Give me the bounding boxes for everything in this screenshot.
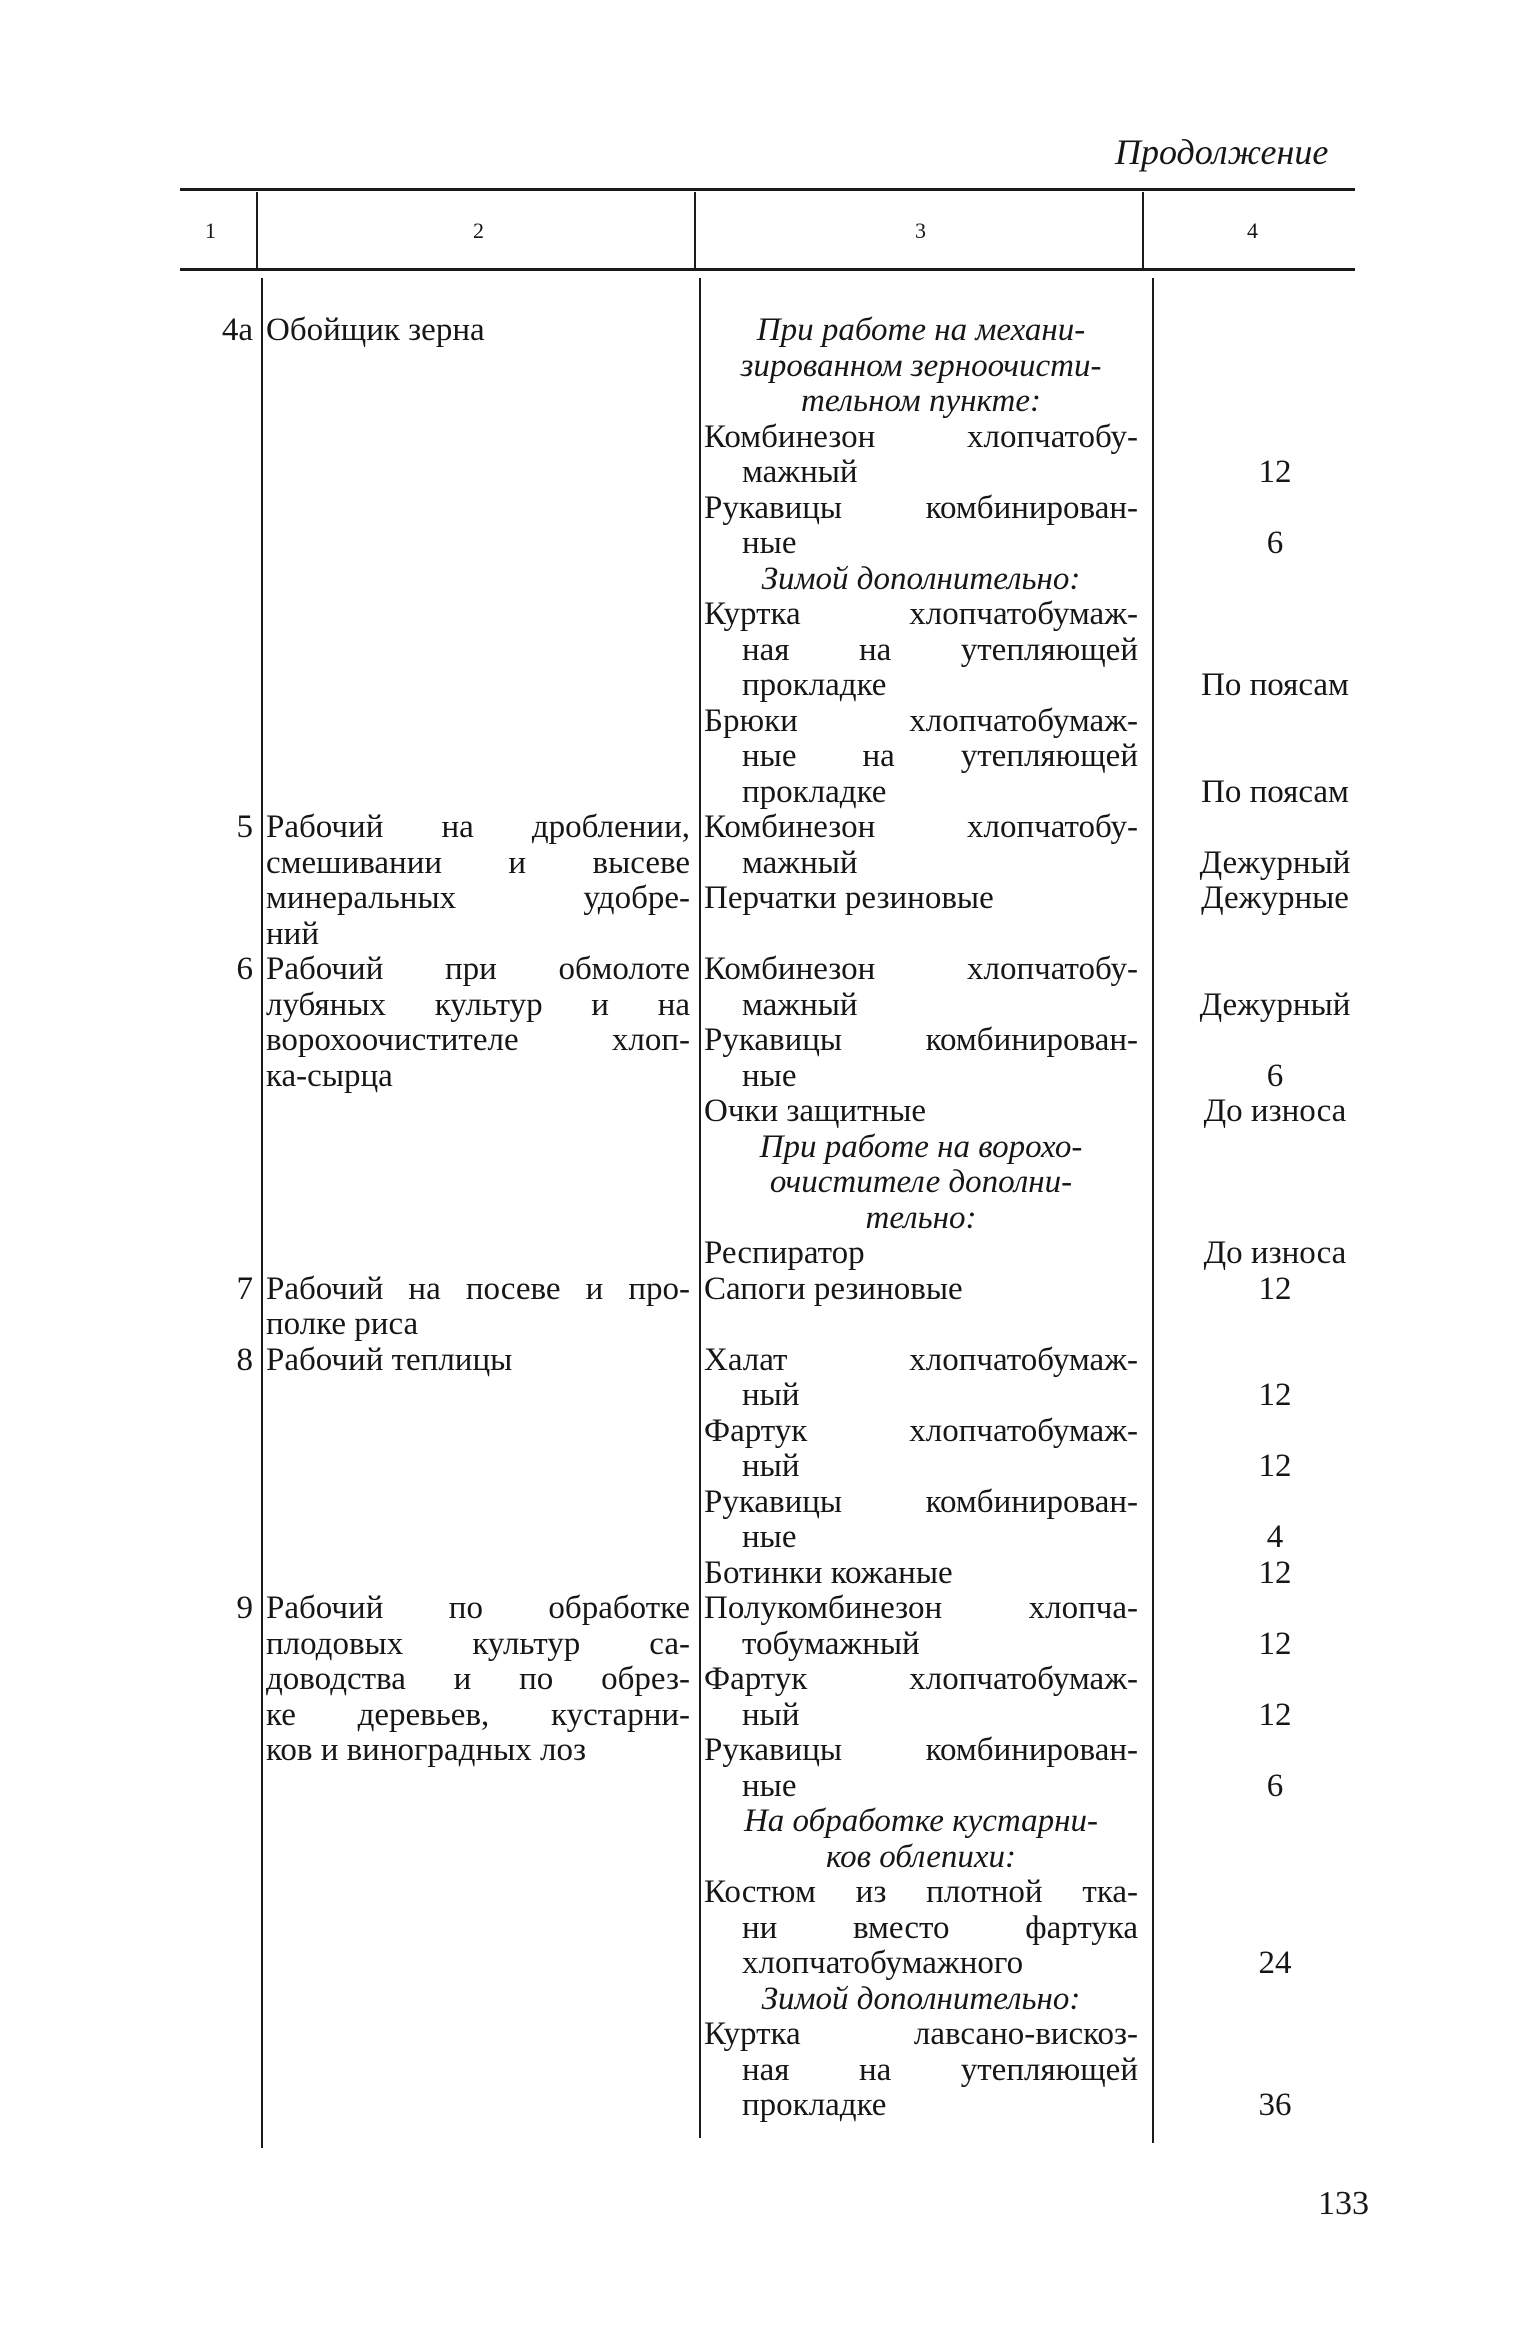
worker-line: плодовых культур са- [266, 1625, 690, 1662]
item-line: Комбинезон хлопчатобу- [704, 418, 1138, 455]
term-value: 4 [1266, 1519, 1284, 1555]
item-note-line: очистителе дополни- [769, 1164, 1073, 1200]
term-value: До износа [1203, 1093, 1347, 1129]
item-note-line: тельном пункте: [801, 383, 1041, 419]
body-divider-2 [699, 278, 701, 2138]
term-value: 6 [1266, 1057, 1284, 1094]
term-value: По поясам [1201, 667, 1349, 703]
item-line: Рукавицы комбинирован- [704, 489, 1138, 526]
worker-line: ний [266, 915, 319, 952]
item-note-line: Зимой дополнительно: [761, 1980, 1081, 2017]
top-rule [180, 188, 1355, 191]
item-line: Респиратор [704, 1235, 865, 1271]
item-line: прокладке [742, 773, 887, 810]
item-line: ная на утепляющей [742, 2051, 1138, 2088]
item-line: ная на утепляющей [742, 631, 1138, 668]
worker-line: доводства и по обрез- [266, 1661, 690, 1697]
item-line: Куртка хлопчатобумаж- [704, 596, 1138, 632]
term-value: 12 [1258, 454, 1292, 490]
item-line: Куртка лавсано-вискоз- [704, 2016, 1138, 2052]
item-line: Брюки хлопчатобумаж- [704, 702, 1138, 739]
term-value: 6 [1266, 1767, 1284, 1804]
worker-line: лубяных культур и на [266, 986, 690, 1023]
item-line: Комбинезон хлопчатобу- [704, 809, 1138, 845]
item-note-line: При работе на ворохо- [759, 1128, 1083, 1165]
item-line: мажный [742, 986, 858, 1023]
item-line: Фартук хлопчатобумаж- [704, 1412, 1138, 1449]
term-value: Дежурные [1201, 880, 1349, 916]
header-bottom-rule [180, 268, 1355, 271]
term-value: 12 [1258, 1554, 1292, 1591]
term-value: До износа [1203, 1235, 1347, 1271]
item-line: Рукавицы комбинирован- [704, 1022, 1138, 1058]
item-note-line: При работе на механи- [756, 312, 1086, 348]
term-value: 6 [1266, 525, 1284, 561]
item-line: Очки защитные [704, 1093, 927, 1129]
item-line: ный [742, 1377, 800, 1413]
item-note-line: зированном зерноочисти- [740, 347, 1102, 384]
term-value: 12 [1258, 1377, 1292, 1413]
item-line: ные [742, 525, 797, 561]
header-col-4: 4 [1247, 218, 1258, 243]
term-value: По поясам [1201, 773, 1349, 810]
item-line: мажный [742, 454, 858, 490]
row-number: 6 [236, 951, 253, 987]
item-line: Полукомбинезон хлопча- [704, 1590, 1138, 1626]
term-value: 24 [1258, 1945, 1292, 1981]
row-number: 5 [236, 809, 253, 845]
header-divider-3 [1142, 192, 1144, 268]
item-line: тобумажный [742, 1625, 920, 1662]
worker-line: минеральных удобре- [266, 880, 690, 916]
item-line: ный [742, 1696, 800, 1733]
item-line: Рукавицы комбинирован- [704, 1732, 1138, 1768]
body-divider-3 [1152, 278, 1154, 2143]
row-number: 9 [236, 1590, 253, 1626]
term-value: Дежурный [1199, 986, 1351, 1023]
worker-line: ке деревьев, кустарни- [266, 1696, 690, 1733]
item-line: Халат хлопчатобумаж- [704, 1341, 1138, 1378]
item-line: прокладке [742, 2087, 887, 2123]
term-value: 12 [1258, 1270, 1292, 1307]
body-divider-1 [261, 278, 263, 2148]
header-col-3: 3 [915, 218, 926, 243]
item-line: Сапоги резиновые [704, 1270, 963, 1307]
item-line: Костюм из плотной тка- [704, 1874, 1138, 1910]
row-number: 7 [236, 1270, 253, 1307]
item-line: Перчатки резиновые [704, 880, 994, 916]
worker-line: Рабочий при обмолоте [266, 951, 690, 987]
item-line: прокладке [742, 667, 887, 703]
term-value: Дежурный [1199, 844, 1351, 881]
worker-line: полке риса [266, 1306, 419, 1342]
worker-line: ворохоочистителе хлоп- [266, 1022, 690, 1058]
item-line: ни вместо фартука [742, 1909, 1138, 1946]
item-line: ные [742, 1057, 797, 1094]
header-divider-1 [256, 192, 258, 268]
header-col-1: 1 [205, 218, 216, 243]
item-note-line: тельно: [865, 1199, 977, 1236]
item-line: ные [742, 1519, 797, 1555]
item-line: ные на утепляющей [742, 738, 1138, 774]
page-number: 133 [1318, 2185, 1369, 2222]
item-note-line: На обработке кустарни- [743, 1803, 1099, 1839]
item-line: Фартук хлопчатобумаж- [704, 1661, 1138, 1697]
worker-line: ков и виноградных лоз [266, 1732, 587, 1768]
worker-line: Рабочий на посеве и про- [266, 1270, 690, 1307]
term-value: 36 [1258, 2087, 1292, 2123]
worker-line: Обойщик зерна [266, 312, 485, 348]
item-line: Рукавицы комбинирован- [704, 1483, 1138, 1520]
item-line: Ботинки кожаные [704, 1554, 953, 1591]
item-line: хлопчатобумажного [742, 1945, 1024, 1981]
item-line: ные [742, 1767, 797, 1804]
header-divider-2 [694, 192, 696, 268]
item-note-line: ков облепихи: [825, 1838, 1017, 1875]
item-line: ный [742, 1448, 800, 1484]
worker-line: Рабочий теплицы [266, 1341, 513, 1378]
continuation-label: Продолжение [1115, 132, 1329, 172]
worker-line: Рабочий по обработке [266, 1590, 690, 1626]
worker-line: ка-сырца [266, 1057, 393, 1094]
item-note-line: Зимой дополнительно: [761, 560, 1081, 597]
worker-line: смешивании и высеве [266, 844, 690, 881]
row-number: 8 [236, 1341, 253, 1378]
header-col-2: 2 [473, 218, 484, 243]
row-number: 4а [221, 312, 253, 348]
item-line: Комбинезон хлопчатобу- [704, 951, 1138, 987]
worker-line: Рабочий на дроблении, [266, 809, 690, 845]
term-value: 12 [1258, 1625, 1292, 1662]
term-value: 12 [1258, 1696, 1292, 1733]
item-line: мажный [742, 844, 858, 881]
term-value: 12 [1258, 1448, 1292, 1484]
